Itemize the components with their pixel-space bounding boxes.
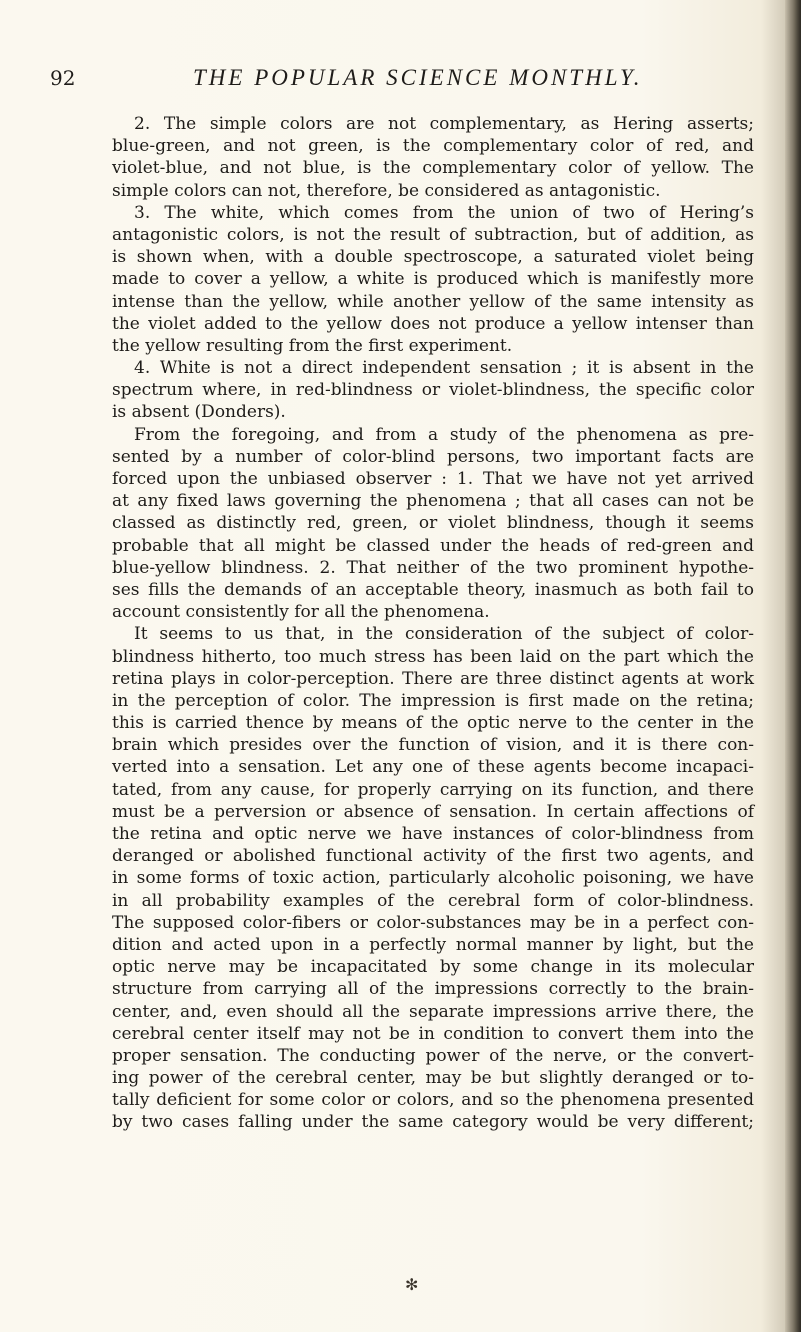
text-line: tally deficient for some color or colors, and so the phenomena presented — [112, 1090, 754, 1111]
text-line: structure from carrying all of the impressions correctly to the brain- — [112, 979, 754, 1000]
signature-mark-icon: ✻ — [405, 1275, 419, 1294]
text-line: classed as distinctly red, green, or violet blindness, though it seems — [112, 513, 754, 534]
text-line: 4. White is not a direct independent sensation ; it is absent in the — [134, 358, 754, 379]
text-line: this is carried thence by means of the optic nerve to the center in the — [112, 713, 754, 734]
text-line: center, and, even should all the separate impressions arrive there, the — [112, 1001, 754, 1022]
text-line: the violet added to the yellow does not produce a yellow intenser than — [112, 313, 754, 334]
text-line: in some forms of toxic action, particularly alcoholic poisoning, we have — [112, 868, 754, 889]
text-line: blindness hitherto, too much stress has been laid on the part which the — [112, 646, 754, 667]
text-line: in the perception of color. The impression is first made on the retina; — [112, 690, 754, 711]
page-spine-shadow — [785, 0, 801, 1332]
text-line: ses fills the demands of an acceptable theory, inasmuch as both fail to — [112, 579, 754, 600]
text-line: sented by a number of color-blind persons, two important facts are — [112, 446, 754, 467]
text-line: cerebral center itself may not be in condition to convert them into the — [112, 1023, 754, 1044]
text-line: intense than the yellow, while another yellow of the same intensity as — [112, 291, 754, 312]
running-title: THE POPULAR SCIENCE MONTHLY. — [193, 65, 643, 90]
page-number: 92 — [50, 66, 76, 90]
text-line: dition and acted upon in a perfectly normal manner by light, but the — [112, 934, 754, 955]
text-line: blue-yellow blindness. 2. That neither of the two prominent hypothe- — [112, 557, 754, 578]
text-line: in all probability examples of the cerebral form of color-blindness. — [112, 890, 754, 911]
text-line: must be a perversion or absence of sensation. In certain affections of — [112, 801, 754, 822]
text-line: forced upon the unbiased observer : 1. That we have not yet arrived — [112, 469, 754, 489]
text-line: spectrum where, in red-blindness or violet-blindness, the specific color — [112, 380, 754, 401]
text-line: retina plays in color-perception. There are three distinct agents at work — [112, 668, 754, 689]
text-line: is shown when, with a double spectroscope, a saturated violet being — [112, 247, 754, 268]
text-line: 3. The white, which comes from the union of two of Hering’s — [134, 202, 754, 223]
text-line: ing power of the cerebral center, may be but slightly deranged or to- — [112, 1068, 754, 1089]
text-line: verted into a sensation. Let any one of these agents become incapaci- — [112, 757, 754, 778]
text-line: by two cases falling under the same category would be very different; — [112, 1112, 754, 1133]
text-line: the yellow resulting from the first experiment. — [112, 335, 513, 356]
text-line: the retina and optic nerve we have instances of color-blindness from — [112, 824, 754, 844]
text-line: It seems to us that, in the consideration of the subject of color- — [134, 624, 754, 645]
text-line: antagonistic colors, is not the result of subtraction, but of addition, as — [112, 224, 754, 245]
text-line: violet-blue, and not blue, is the complementary color of yellow. The — [112, 158, 754, 179]
text-line: at any fixed laws governing the phenomena ; that all cases can not be — [112, 491, 754, 512]
text-line: account consistently for all the phenomena. — [112, 602, 490, 623]
text-line: deranged or abolished functional activity of the first two agents, and — [112, 846, 754, 867]
text-line: brain which presides over the function of vision, and it is there con- — [112, 735, 754, 756]
text-line: tated, from any cause, for properly carrying on its function, and there — [112, 779, 754, 800]
text-line: probable that all might be classed under the heads of red-green and — [112, 535, 754, 556]
text-line: simple colors can not, therefore, be considered as antagonistic. — [112, 180, 661, 201]
text-line: proper sensation. The conducting power of the nerve, or the convert- — [112, 1045, 754, 1066]
text-line: optic nerve may be incapacitated by some change in its molecular — [112, 957, 754, 978]
text-line: blue-green, and not green, is the complementary color of red, and — [112, 136, 754, 157]
text-line: is absent (Donders). — [112, 402, 286, 423]
text-line: 2. The simple colors are not complementary, as Hering asserts; — [134, 114, 754, 134]
page-header — [50, 65, 750, 93]
body-text — [112, 113, 754, 1134]
text-line: From the foregoing, and from a study of the phenomena as pre- — [134, 424, 754, 445]
text-line: made to cover a yellow, a white is produced which is manifestly more — [112, 269, 754, 290]
text-line: The supposed color-fibers or color-substances may be in a perfect con- — [112, 912, 754, 933]
